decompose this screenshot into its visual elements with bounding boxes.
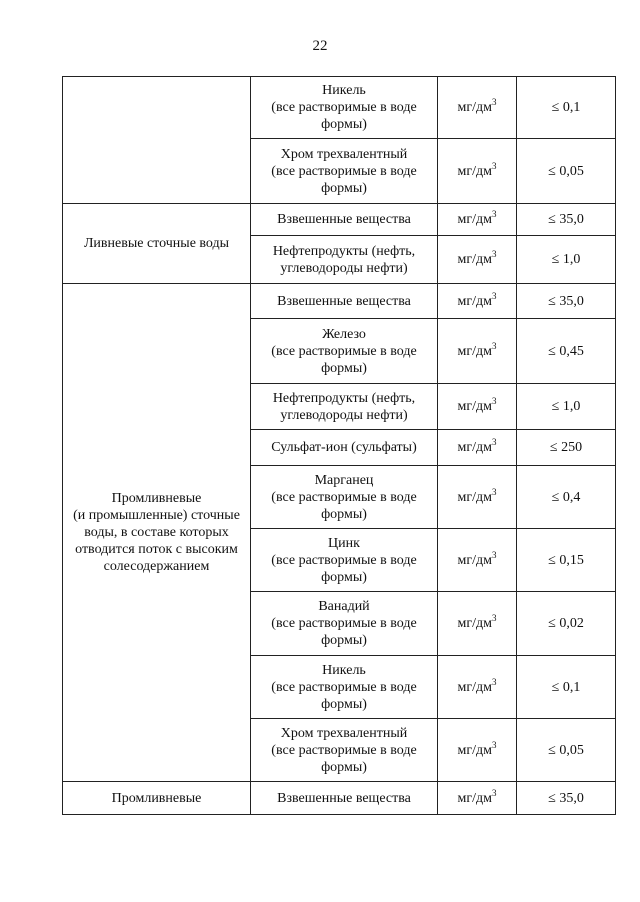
limit-cell (517, 77, 616, 139)
unit-cell (438, 204, 517, 236)
unit-cell (438, 77, 517, 139)
substance-cell (251, 592, 438, 656)
limit-cell (517, 430, 616, 466)
unit-label: мг/дм (457, 679, 492, 695)
table-row (63, 77, 616, 139)
unit-power: 3 (491, 396, 497, 406)
substance-cell (251, 77, 438, 139)
substance-cell (251, 384, 438, 430)
limit-cell (517, 284, 616, 319)
unit-label: мг/дм (457, 440, 492, 455)
unit-power: 3 (491, 486, 497, 497)
limit-value: ≤ 0,05 (548, 742, 584, 758)
limit-cell (517, 529, 616, 592)
limit-value: ≤ 0,1 (551, 679, 581, 695)
unit-cell (438, 592, 517, 656)
unit-label: мг/дм (457, 742, 492, 758)
substance-name: Никель (все растворимые в воде формы) (271, 662, 417, 712)
unit-cell (438, 284, 517, 319)
limit-cell (517, 384, 616, 430)
limit-value: ≤ 35,0 (548, 293, 584, 309)
substance-name: Цинк (все растворимые в воде формы) (271, 535, 417, 585)
limit-cell (517, 139, 616, 204)
unit-cell (438, 782, 517, 815)
table-row (63, 204, 616, 236)
limit-cell (517, 204, 616, 236)
limit-cell (517, 466, 616, 529)
limit-value: ≤ 35,0 (548, 790, 584, 806)
unit-cell (438, 719, 517, 782)
limit-value: ≤ 0,15 (548, 552, 584, 568)
substance-cell (251, 139, 438, 204)
limit-value: ≤ 35,0 (548, 212, 584, 227)
substance-cell (251, 430, 438, 466)
group-name: Ливневые сточные воды (83, 236, 230, 251)
substance-name: Хром трехвалентный (все растворимые в воде формы) (271, 725, 417, 775)
group-cell-empty (63, 77, 251, 204)
group-cell (63, 782, 251, 815)
unit-cell (438, 139, 517, 204)
unit-power: 3 (491, 160, 497, 171)
unit-cell (438, 466, 517, 529)
limit-cell (517, 656, 616, 719)
unit-label: мг/дм (457, 100, 492, 115)
substance-name: Взвешенные вещества (277, 790, 411, 806)
unit-power: 3 (491, 787, 497, 798)
group-cell (63, 284, 251, 782)
group-name: Промливневые (111, 790, 202, 806)
substance-cell (251, 782, 438, 815)
unit-power: 3 (491, 97, 497, 107)
substance-name: Нефтепродукты (нефть, углеводороды нефти) (272, 390, 416, 423)
unit-power: 3 (491, 290, 497, 301)
discharge-norms-table (62, 76, 616, 815)
unit-power: 3 (491, 676, 497, 687)
limit-value: ≤ 250 (549, 440, 583, 455)
unit-label: мг/дм (457, 552, 492, 568)
limit-cell (517, 719, 616, 782)
substance-cell (251, 284, 438, 319)
group-name: Промливневые (и промышленные) сточные воды, в составе которых отводится поток с высоким солесодержанием (73, 491, 240, 574)
unit-label: мг/дм (457, 616, 492, 631)
unit-power: 3 (491, 437, 497, 447)
table-row (63, 284, 616, 319)
substance-cell (251, 529, 438, 592)
limit-cell (517, 592, 616, 656)
unit-power: 3 (491, 613, 497, 623)
unit-cell (438, 430, 517, 466)
unit-power: 3 (491, 209, 497, 219)
substance-cell (251, 319, 438, 384)
limit-cell (517, 319, 616, 384)
unit-cell (438, 529, 517, 592)
limit-value: ≤ 0,1 (551, 100, 581, 115)
unit-label: мг/дм (457, 163, 492, 179)
unit-label: мг/дм (457, 293, 492, 309)
unit-cell (438, 384, 517, 430)
unit-label: мг/дм (457, 252, 492, 267)
unit-power: 3 (491, 739, 497, 750)
substance-name: Никель (все растворимые в воде формы) (271, 83, 417, 132)
substance-cell (251, 719, 438, 782)
limit-value: ≤ 0,4 (551, 489, 581, 505)
table-row (63, 782, 616, 815)
substance-name: Сульфат-ион (сульфаты) (271, 440, 417, 455)
limit-cell (517, 782, 616, 815)
unit-label: мг/дм (457, 399, 492, 414)
unit-label: мг/дм (457, 489, 492, 505)
substance-name: Нефтепродукты (нефть, углеводороды нефти) (272, 243, 416, 276)
unit-power: 3 (491, 549, 497, 560)
substance-cell (251, 204, 438, 236)
limit-value: ≤ 1,0 (551, 399, 581, 414)
unit-cell (438, 236, 517, 284)
unit-power: 3 (491, 249, 497, 259)
substance-name: Марганец (все растворимые в воде формы) (271, 472, 417, 522)
unit-cell (438, 656, 517, 719)
limit-cell (517, 236, 616, 284)
limit-value: ≤ 1,0 (551, 252, 581, 267)
substance-name: Ванадий (все растворимые в воде формы) (271, 599, 417, 648)
unit-label: мг/дм (457, 790, 492, 806)
unit-label: мг/дм (457, 212, 492, 227)
limit-value: ≤ 0,02 (548, 616, 584, 631)
group-cell (63, 204, 251, 284)
substance-name: Взвешенные вещества (277, 212, 411, 227)
substance-cell (251, 236, 438, 284)
unit-cell (438, 319, 517, 384)
substance-name: Железо (все растворимые в воде формы) (271, 326, 417, 376)
limit-value: ≤ 0,05 (548, 163, 584, 179)
page-number: 22 (312, 38, 328, 54)
limit-value: ≤ 0,45 (548, 343, 584, 359)
unit-label: мг/дм (457, 343, 492, 359)
substance-name: Хром трехвалентный (все растворимые в воде формы) (271, 146, 417, 196)
substance-cell (251, 466, 438, 529)
unit-power: 3 (491, 340, 497, 351)
substance-cell (251, 656, 438, 719)
substance-name: Взвешенные вещества (277, 293, 411, 309)
